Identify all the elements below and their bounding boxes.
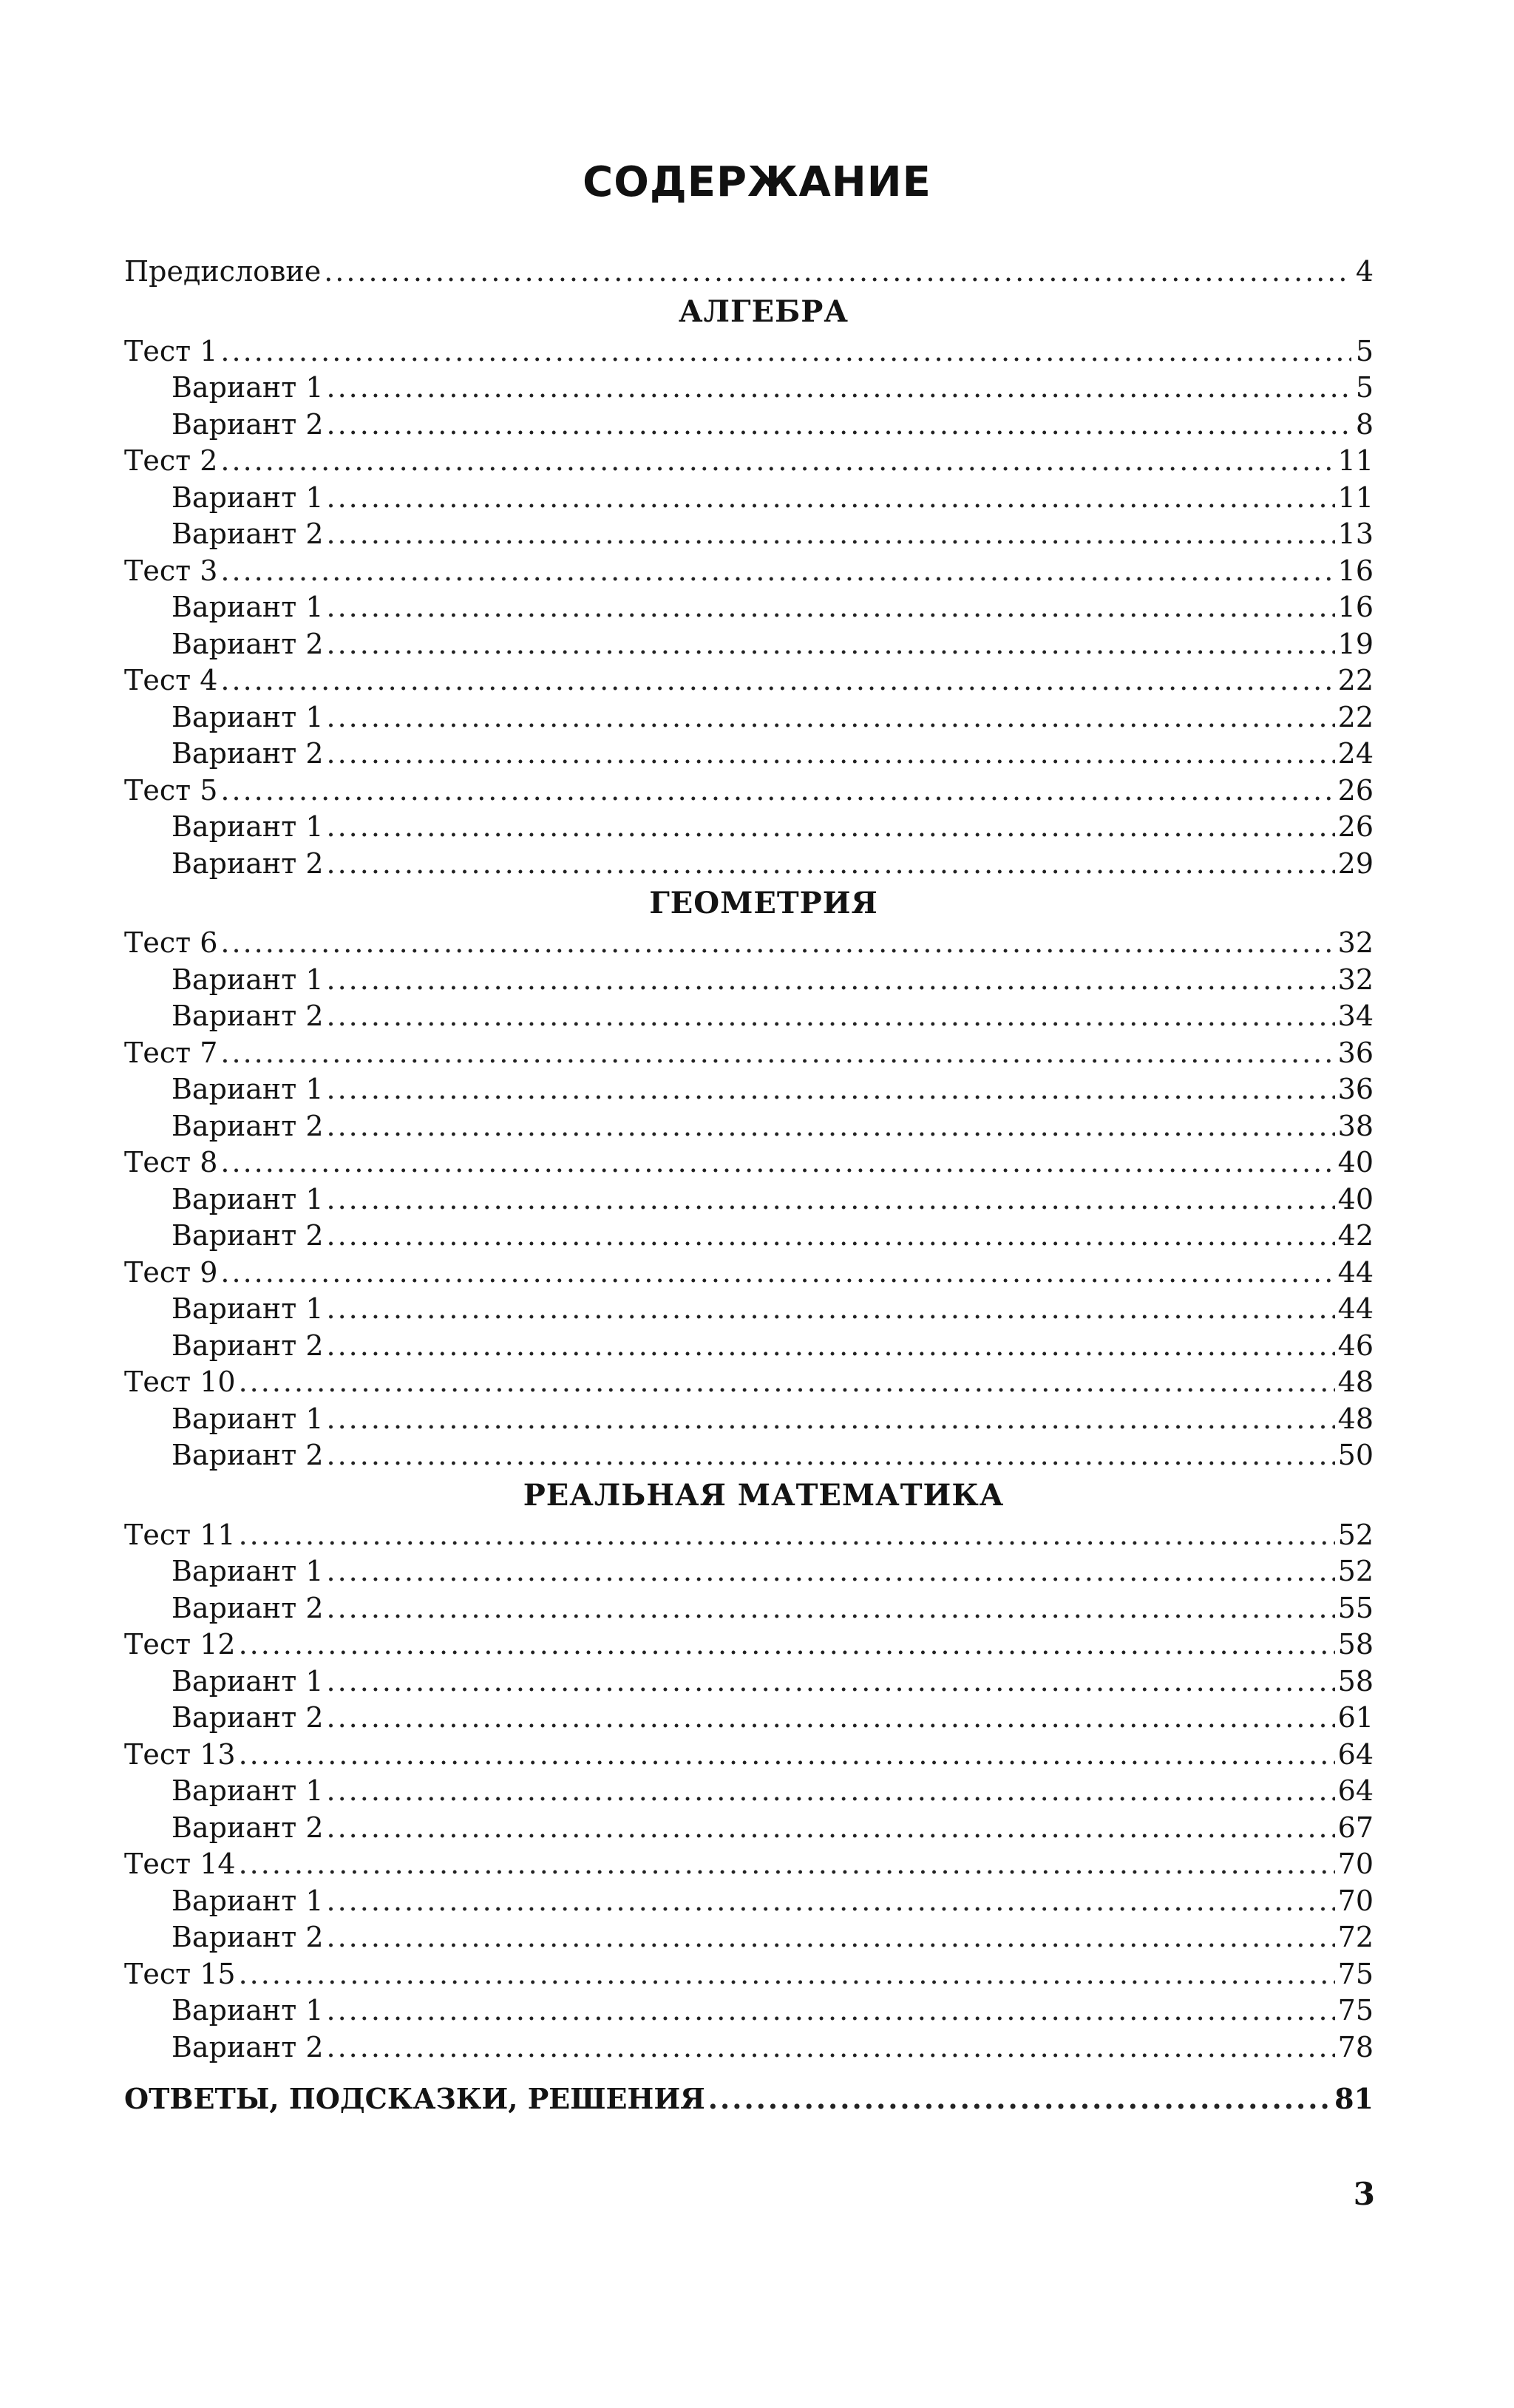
- dot-leader: [327, 1590, 1335, 1627]
- dot-leader: [327, 1108, 1335, 1145]
- toc-entry-test: [124, 925, 1374, 962]
- toc-entry-page: 52: [1337, 1555, 1374, 1587]
- dot-leader: [327, 809, 1335, 846]
- section-heading: ГЕОМЕТРИЯ: [649, 886, 878, 920]
- toc-entry-variant: [124, 1181, 1374, 1218]
- toc-entry-test: [124, 1956, 1374, 1993]
- dot-leader: [220, 1035, 1334, 1072]
- toc-entry-label: Тест 6: [124, 926, 218, 959]
- dot-leader: [327, 1992, 1335, 2029]
- toc-entry-page: 29: [1337, 847, 1374, 880]
- toc-entry-page: 34: [1337, 1000, 1374, 1032]
- toc-entry-label: Вариант 2: [172, 407, 324, 441]
- toc-entry-label: ОТВЕТЫ, ПОДСКАЗКИ, РЕШЕНИЯ: [124, 2082, 705, 2115]
- dot-leader: [327, 589, 1335, 626]
- toc-entry-page: 78: [1337, 2030, 1374, 2063]
- toc-entry-page: 36: [1337, 1073, 1374, 1105]
- toc-entry-page: 5: [1355, 371, 1374, 404]
- toc-entry-test: [124, 773, 1374, 810]
- toc-entry-test: [124, 1364, 1374, 1401]
- toc-entry-page: 50: [1337, 1439, 1374, 1471]
- dot-leader: [239, 1846, 1335, 1883]
- dot-leader: [327, 699, 1335, 736]
- toc-entry-variant: [124, 1590, 1374, 1627]
- toc-entry-variant: [124, 516, 1374, 553]
- dot-leader: [327, 1218, 1335, 1255]
- dot-leader: [327, 736, 1335, 773]
- toc-entry-variant: [124, 736, 1374, 773]
- toc-entry-label: Тест 11: [124, 1518, 236, 1551]
- toc-entry-page: 26: [1337, 810, 1374, 843]
- toc-entry-label: Вариант 1: [172, 1555, 324, 1587]
- toc-entry-page: 36: [1337, 1036, 1374, 1069]
- toc-entry-test: [124, 662, 1374, 699]
- toc-entry-page: 42: [1337, 1219, 1374, 1252]
- dot-leader: [220, 925, 1334, 962]
- dot-leader: [327, 846, 1335, 883]
- toc-entry-page: 38: [1337, 1109, 1374, 1142]
- table-of-contents: [124, 254, 1374, 2117]
- toc-entry-variant: [124, 1700, 1374, 1737]
- toc-entry-page: 61: [1337, 1701, 1374, 1734]
- toc-entry-page: 5: [1355, 334, 1374, 367]
- toc-entry-variant: [124, 1328, 1374, 1365]
- toc-entry-variant: [124, 480, 1374, 517]
- toc-entry-variant: [124, 1919, 1374, 1956]
- dot-leader: [708, 2080, 1331, 2117]
- toc-entry-label: Тест 13: [124, 1737, 236, 1771]
- toc-entry-page: 46: [1337, 1329, 1374, 1362]
- toc-entry-page: 64: [1337, 1774, 1374, 1807]
- toc-entry-label: Вариант 2: [172, 1000, 324, 1032]
- toc-entry-label: Тест 14: [124, 1848, 236, 1880]
- dot-leader: [327, 1883, 1335, 1920]
- toc-entry-variant: [124, 1071, 1374, 1108]
- dot-leader: [327, 1700, 1335, 1737]
- dot-leader: [327, 1810, 1335, 1847]
- toc-entry-page: 40: [1337, 1182, 1374, 1215]
- toc-entry-page: 81: [1334, 2082, 1374, 2115]
- toc-sections: [124, 291, 1374, 2066]
- dot-leader: [220, 553, 1334, 590]
- toc-entry-label: Тест 15: [124, 1957, 236, 1990]
- page-title: СОДЕРЖАНИЕ: [583, 158, 931, 206]
- toc-entry-label: Вариант 2: [172, 518, 324, 550]
- toc-entry-page: 58: [1337, 1628, 1374, 1661]
- toc-entry-page: 64: [1337, 1737, 1374, 1771]
- toc-entry-variant: [124, 1291, 1374, 1328]
- toc-entry-variant: [124, 1437, 1374, 1474]
- dot-leader: [239, 1627, 1335, 1663]
- dot-leader: [220, 443, 1334, 480]
- dot-leader: [239, 1517, 1335, 1554]
- toc-entry-page: 26: [1337, 773, 1374, 807]
- toc-entry-variant: [124, 1883, 1374, 1920]
- toc-entry-page: 11: [1337, 481, 1374, 514]
- toc-entry-variant: [124, 1773, 1374, 1810]
- toc-entry-page: 32: [1337, 926, 1374, 959]
- dot-leader: [239, 1364, 1335, 1401]
- dot-leader: [327, 1437, 1335, 1474]
- toc-entry-label: Вариант 1: [172, 1073, 324, 1105]
- toc-entry-label: Предисловие: [124, 255, 322, 288]
- toc-entry-label: Тест 2: [124, 444, 218, 477]
- toc-entry-label: Вариант 1: [172, 1182, 324, 1215]
- dot-leader: [220, 662, 1334, 699]
- dot-leader: [220, 1144, 1334, 1181]
- toc-entry-page: 4: [1355, 255, 1374, 288]
- toc-entry-label: Вариант 2: [172, 1811, 324, 1844]
- dot-leader: [327, 370, 1352, 407]
- toc-entry-label: Тест 9: [124, 1255, 218, 1289]
- toc-entry-label: Тест 10: [124, 1366, 236, 1398]
- toc-entry-label: Вариант 1: [172, 1774, 324, 1807]
- toc-entry-label: Вариант 2: [172, 1921, 324, 1953]
- toc-entry-label: Вариант 1: [172, 1994, 324, 2027]
- toc-entry-label: Тест 5: [124, 773, 218, 807]
- toc-entry-variant: [124, 846, 1374, 883]
- toc-entry-label: Вариант 1: [172, 371, 324, 404]
- page-number: 3: [1353, 2176, 1375, 2212]
- toc-entry-label: Вариант 2: [172, 1329, 324, 1362]
- toc-entry-label: Тест 12: [124, 1628, 236, 1661]
- dot-leader: [327, 1773, 1335, 1810]
- toc-entry-page: 72: [1337, 1921, 1374, 1953]
- toc-entry-variant: [124, 1108, 1374, 1145]
- toc-entry-page: 22: [1337, 700, 1374, 733]
- dot-leader: [327, 1071, 1335, 1108]
- toc-entry-label: Вариант 2: [172, 1109, 324, 1142]
- dot-leader: [327, 516, 1335, 553]
- dot-leader: [327, 998, 1335, 1035]
- dot-leader: [327, 1663, 1335, 1700]
- toc-entry-label: Вариант 1: [172, 481, 324, 514]
- toc-entry-page: 75: [1337, 1994, 1374, 2027]
- toc-entry-label: Вариант 2: [172, 737, 324, 770]
- toc-entry-page: 55: [1337, 1591, 1374, 1624]
- toc-entry-page: 8: [1355, 407, 1374, 441]
- toc-entry-label: Вариант 2: [172, 2030, 324, 2063]
- toc-entry-label: Вариант 1: [172, 700, 324, 733]
- toc-entry-page: 11: [1337, 444, 1374, 477]
- toc-entry-page: 70: [1337, 1848, 1374, 1880]
- toc-entry-label: Вариант 2: [172, 1439, 324, 1471]
- toc-entry-test: [124, 1737, 1374, 1774]
- toc-entry-label: Вариант 2: [172, 627, 324, 660]
- dot-leader: [239, 1956, 1335, 1993]
- dot-leader: [327, 1401, 1335, 1438]
- toc-entry-test: [124, 1144, 1374, 1181]
- toc-entry-label: Вариант 1: [172, 1884, 324, 1917]
- toc-entry-answers: [124, 2080, 1374, 2117]
- toc-entry-page: 58: [1337, 1664, 1374, 1698]
- toc-entry-test: [124, 443, 1374, 480]
- toc-entry-label: Вариант 2: [172, 847, 324, 880]
- toc-entry-label: Тест 3: [124, 554, 218, 587]
- toc-entry-label: Вариант 2: [172, 1591, 324, 1624]
- toc-entry-preface: [124, 254, 1374, 291]
- toc-entry-variant: [124, 407, 1374, 444]
- dot-leader: [327, 1291, 1335, 1328]
- toc-entry-variant: [124, 809, 1374, 846]
- toc-entry-test: [124, 333, 1374, 370]
- toc-entry-page: 75: [1337, 1957, 1374, 1990]
- toc-entry-page: 16: [1337, 591, 1374, 623]
- toc-entry-page: 16: [1337, 554, 1374, 587]
- toc-entry-variant: [124, 1553, 1374, 1590]
- dot-leader: [327, 962, 1335, 999]
- dot-leader: [327, 626, 1335, 663]
- toc-entry-test: [124, 1035, 1374, 1072]
- toc-entry-test: [124, 1846, 1374, 1883]
- toc-entry-page: 70: [1337, 1884, 1374, 1917]
- toc-entry-variant: [124, 1810, 1374, 1847]
- toc-entry-label: Вариант 1: [172, 1292, 324, 1325]
- toc-entry-label: Вариант 1: [172, 810, 324, 843]
- toc-entry-variant: [124, 626, 1374, 663]
- dot-leader: [220, 1255, 1334, 1292]
- toc-entry-label: Вариант 1: [172, 591, 324, 623]
- dot-leader: [220, 333, 1351, 370]
- dot-leader: [239, 1737, 1335, 1774]
- dot-leader: [327, 1553, 1335, 1590]
- toc-entry-label: Вариант 2: [172, 1219, 324, 1252]
- toc-entry-page: 13: [1337, 518, 1374, 550]
- toc-entry-label: Тест 4: [124, 664, 218, 696]
- toc-entry-page: 22: [1337, 664, 1374, 696]
- dot-leader: [327, 480, 1335, 517]
- toc-entry-variant: [124, 370, 1374, 407]
- toc-entry-label: Тест 1: [124, 334, 218, 367]
- section-heading: РЕАЛЬНАЯ МАТЕМАТИКА: [523, 1477, 1005, 1513]
- dot-leader: [324, 254, 1351, 291]
- toc-entry-label: Вариант 1: [172, 1664, 324, 1698]
- toc-entry-label: Вариант 2: [172, 1701, 324, 1734]
- toc-entry-variant: [124, 998, 1374, 1035]
- dot-leader: [220, 773, 1334, 810]
- toc-entry-variant: [124, 1218, 1374, 1255]
- toc-entry-label: Вариант 1: [172, 1402, 324, 1435]
- toc-entry-page: 52: [1337, 1518, 1374, 1551]
- toc-entry-variant: [124, 1992, 1374, 2029]
- toc-entry-page: 19: [1337, 627, 1374, 660]
- toc-entry-page: 24: [1337, 737, 1374, 770]
- toc-entry-test: [124, 1517, 1374, 1554]
- toc-entry-variant: [124, 2029, 1374, 2066]
- toc-entry-variant: [124, 699, 1374, 736]
- dot-leader: [327, 2029, 1335, 2066]
- toc-entry-page: 67: [1337, 1811, 1374, 1844]
- section-heading: АЛГЕБРА: [679, 294, 849, 329]
- toc-entry-label: Тест 8: [124, 1146, 218, 1178]
- dot-leader: [327, 407, 1352, 444]
- toc-entry-page: 48: [1337, 1366, 1374, 1398]
- dot-leader: [327, 1181, 1335, 1218]
- toc-entry-label: Тест 7: [124, 1036, 218, 1069]
- toc-entry-test: [124, 1255, 1374, 1292]
- toc-entry-page: 32: [1337, 963, 1374, 996]
- toc-entry-page: 40: [1337, 1146, 1374, 1178]
- toc-entry-test: [124, 553, 1374, 590]
- toc-entry-page: 44: [1337, 1255, 1374, 1289]
- toc-entry-test: [124, 1627, 1374, 1663]
- toc-entry-variant: [124, 589, 1374, 626]
- toc-entry-variant: [124, 1663, 1374, 1700]
- toc-entry-variant: [124, 962, 1374, 999]
- toc-entry-page: 44: [1337, 1292, 1374, 1325]
- dot-leader: [327, 1919, 1335, 1956]
- toc-entry-variant: [124, 1401, 1374, 1438]
- toc-entry-page: 48: [1337, 1402, 1374, 1435]
- toc-entry-label: Вариант 1: [172, 963, 324, 996]
- dot-leader: [327, 1328, 1335, 1365]
